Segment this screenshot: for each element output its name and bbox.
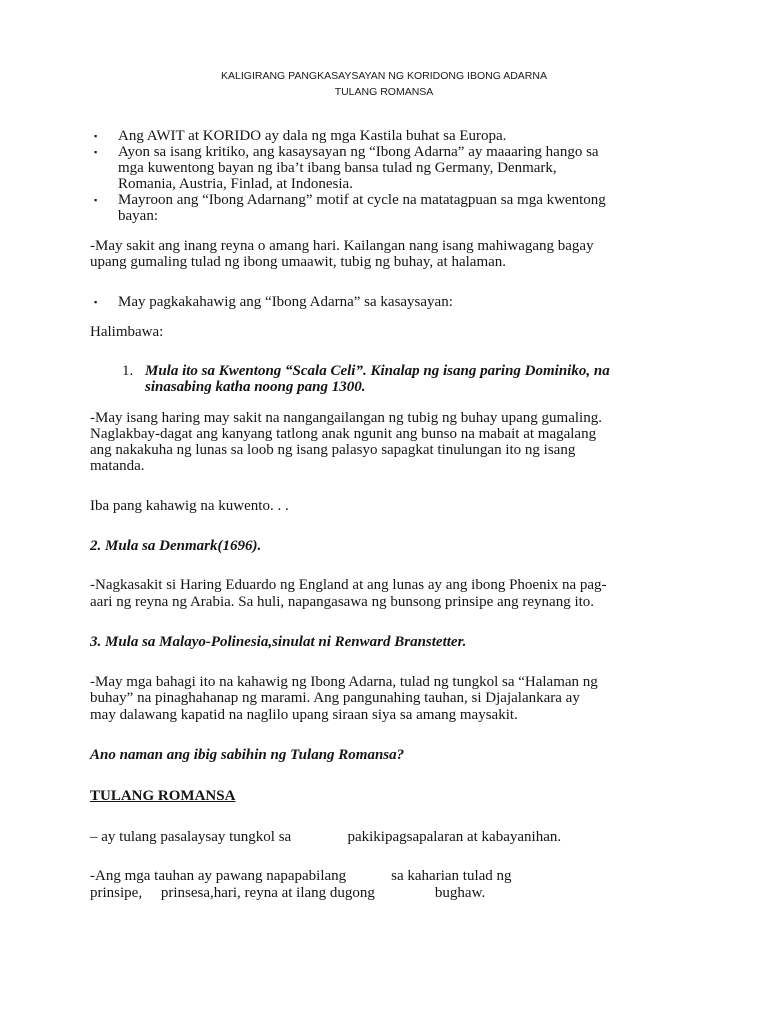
bullet-marker: ▪ — [94, 297, 98, 307]
bullet-2-line-2: mga kuwentong bayan ng iba’t ibang bansa tulad ng Germany, Denmark, — [118, 160, 557, 176]
paragraph-4-line-2: buhay” na pinaghahanap ng marami. Ang pangunahing tauhan, si Djajalankara ay — [90, 690, 580, 706]
other-stories-text: Iba pang kahawig na kuwento. . . — [90, 498, 289, 514]
bullet-marker: ▪ — [94, 147, 98, 157]
bullet-3-line-2: bayan: — [118, 208, 158, 224]
document-subtitle: TULANG ROMANSA — [334, 86, 434, 98]
item-1-line-1: Mula ito sa Kwentong “Scala Celi”. Kinalap ng isang paring Dominiko, na — [145, 363, 610, 379]
bullet-2-line-1: Ayon sa isang kritiko, ang kasaysayan ng “Ibong Adarna” ay maaaring hango sa — [118, 144, 599, 160]
paragraph-2-line-3: ang nakakuha ng lunas sa loob ng isang palasyo sapagkat tinulungan ito ng isang — [90, 442, 576, 458]
bullet-marker: ▪ — [94, 195, 98, 205]
bullet-marker: ▪ — [94, 131, 98, 141]
example-label: Halimbawa: — [90, 324, 164, 340]
paragraph-4-line-3: may dalawang kapatid na naglilo upang siraan siya sa amang maysakit. — [90, 707, 518, 723]
bullet-2-line-3: Romania, Austria, Finlad, at Indonesia. — [118, 176, 353, 192]
paragraph-4-line-1: -May mga bahagi ito na kahawig ng Ibong Adarna, tulad ng tungkol sa “Halaman ng — [90, 674, 598, 690]
bullet-3-line-1: Mayroon ang “Ibong Adarnang” motif at cycle na matatagpuan sa mga kwentong — [118, 192, 606, 208]
story-3-heading: 3. Mula sa Malayo-Polinesia,sinulat ni Renward Branstetter. — [90, 634, 467, 650]
item-1-line-2: sinasabing katha noong pang 1300. — [145, 379, 366, 395]
bullet-4-text: May pagkakahawig ang “Ibong Adarna” sa kasaysayan: — [118, 294, 453, 310]
paragraph-1-line-1: -May sakit ang inang reyna o amang hari. Kailangan nang isang mahiwagang bagay — [90, 238, 594, 254]
document-title: KALIGIRANG PANGKASAYSAYAN NG KORIDONG IBONG ADARNA — [221, 70, 547, 82]
paragraph-2-line-1: -May isang haring may sakit na nangangailangan ng tubig ng buhay upang gumaling. — [90, 410, 602, 426]
paragraph-3-line-2: aari ng reyna ng Arabia. Sa huli, napangasawa ng bunsong prinsipe ang reynang ito. — [90, 594, 595, 610]
definition-2-line-1: -Ang mga tauhan ay pawang napapabilang sa kaharian tulad ng — [90, 868, 512, 884]
bullet-1-text: Ang AWIT at KORIDO ay dala ng mga Kastila buhat sa Europa. — [118, 128, 507, 144]
section-heading: TULANG ROMANSA — [90, 788, 236, 804]
story-2-heading: 2. Mula sa Denmark(1696). — [90, 538, 262, 554]
definition-2-line-2: prinsipe, prinsesa,hari, reyna at ilang dugong bughaw. — [90, 885, 486, 901]
paragraph-3-line-1: -Nagkasakit si Haring Eduardo ng England at ang lunas ay ang ibong Phoenix na pag- — [90, 577, 607, 593]
item-1-number: 1. — [122, 363, 134, 379]
paragraph-2-line-2: Naglakbay-dagat ang kanyang tatlong anak ngunit ang bunso na mabait at magalang — [90, 426, 597, 442]
question-heading: Ano naman ang ibig sabihin ng Tulang Romansa? — [90, 747, 405, 763]
paragraph-2-line-4: matanda. — [90, 458, 145, 474]
paragraph-1-line-2: upang gumaling tulad ng ibong umaawit, tubig ng buhay, at halaman. — [90, 254, 507, 270]
definition-1: – ay tulang pasalaysay tungkol sa pakikipagsapalaran at kabayanihan. — [90, 829, 562, 845]
